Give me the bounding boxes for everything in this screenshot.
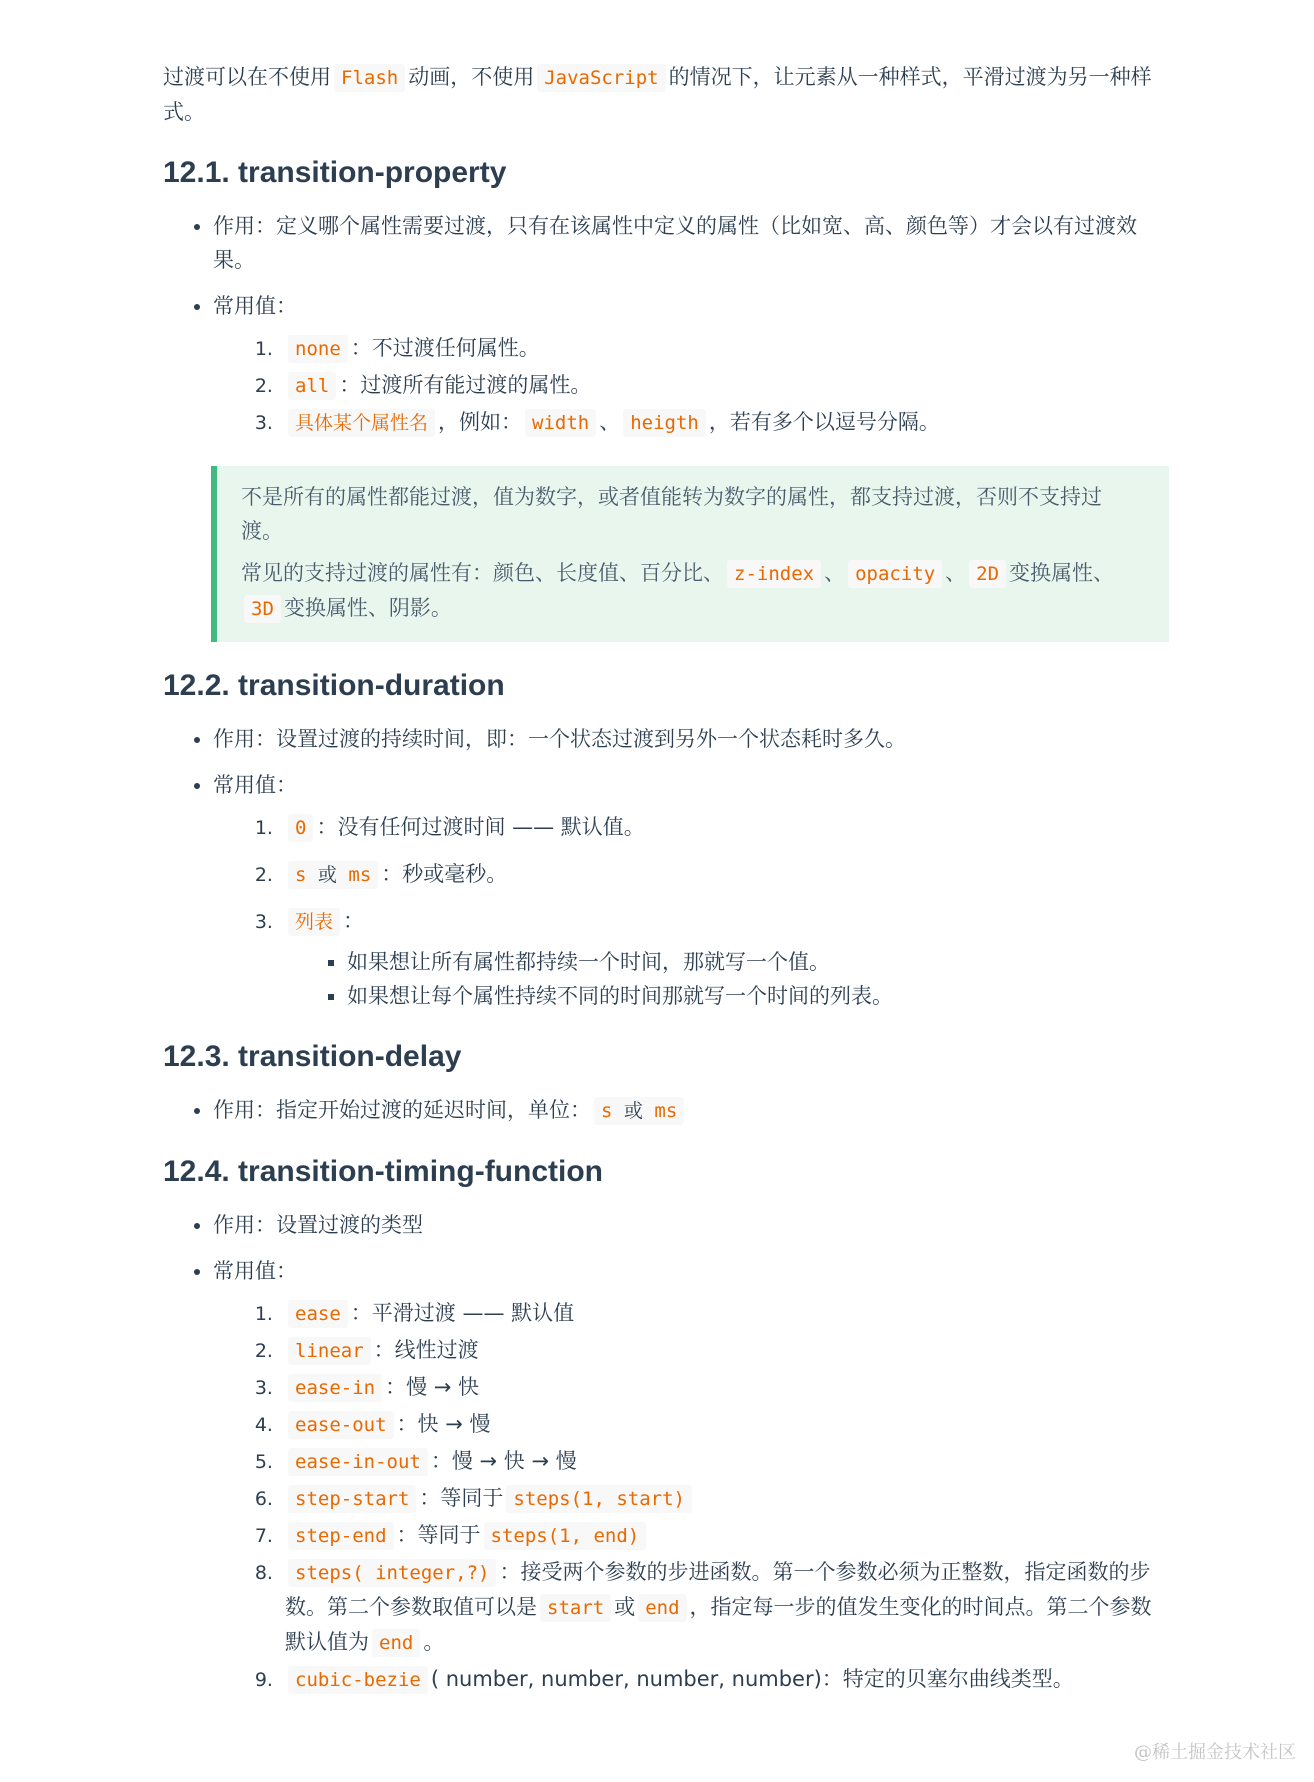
list-item [213, 1254, 1169, 1697]
list-item: • 作用：设置过渡的持续时间，即：一个状态过渡到另外一个状态耗时多久。 [213, 722, 1169, 756]
numbered-list [213, 810, 1169, 1013]
code-ease-in-out: ease-in-out [288, 1448, 428, 1476]
code-s: s [601, 1100, 613, 1122]
article-content [163, 60, 1169, 1697]
list-item [279, 1481, 1169, 1516]
code-z-index: z-index [727, 560, 821, 588]
code-ease-in: ease-in [288, 1374, 382, 1402]
list-item [279, 1555, 1169, 1660]
list-item [279, 1407, 1169, 1442]
code-steps-integer: steps( integer,?) [288, 1559, 496, 1587]
watermark: @稀土掘金技术社区 [1134, 1742, 1296, 1763]
bullet-list [163, 209, 1169, 440]
code-end: end [638, 1594, 686, 1622]
code-3d: 3D [244, 595, 281, 623]
code-property-name: 具体某个属性名 [288, 409, 435, 437]
code-cubic-bezie: cubic-bezie [288, 1666, 428, 1694]
code-step-start: step-start [288, 1485, 416, 1513]
item-text: ：等同于 [396, 1523, 481, 1547]
heading-transition-property: 12.1. transition-property [163, 156, 507, 189]
item-text: ：慢 → 快 → 慢 [430, 1449, 577, 1473]
item-text: ：等同于 [419, 1486, 504, 1510]
tip-text: 、 [824, 561, 846, 585]
code-list: 列表 [288, 908, 340, 936]
intro-paragraph [163, 60, 1169, 129]
item-text: ：接受两个参数的步进函数。第一个参数必须为正整数，指定函数的步数。第二个参数取值可以是 [285, 1560, 1151, 1619]
item-text: ： [343, 909, 365, 933]
list-item [279, 904, 1169, 1013]
code-end: end [372, 1629, 420, 1657]
code-steps-end: steps(1, end) [484, 1522, 647, 1550]
intro-text: 的情况下，让元素从一种样式，平滑过渡为另一种样式。 [163, 65, 1152, 124]
item-text: ：快 → 慢 [396, 1412, 491, 1436]
list-item [213, 1093, 1169, 1128]
code-2d: 2D [969, 560, 1006, 588]
list-item [279, 368, 1169, 403]
intro-text: 动画，不使用 [408, 65, 535, 89]
item-text: ：没有任何过渡时间 —— 默认值。 [316, 815, 645, 839]
code-opacity: opacity [848, 560, 942, 588]
item-text: ：线性过渡 [373, 1338, 479, 1362]
code-s-or-ms [288, 861, 378, 889]
code-steps-start: steps(1, start) [506, 1485, 692, 1513]
list-item [279, 1333, 1169, 1368]
sub-list [285, 945, 1169, 1013]
intro-text: 过渡可以在不使用 [163, 65, 331, 89]
heading-transition-delay: 12.3. transition-delay [163, 1040, 462, 1073]
bullet-list [163, 1093, 1169, 1128]
item-text: 、 [599, 410, 621, 434]
code-width: width [525, 409, 596, 437]
heading-transition-duration: 12.2. transition-duration [163, 669, 505, 702]
code-zero: 0 [288, 814, 313, 842]
item-text: 或 [614, 1595, 636, 1619]
list-item [279, 1444, 1169, 1479]
item-text: ( number, number, number, number)：特定的贝塞尔曲线类型。 [430, 1667, 1074, 1691]
list-item [279, 810, 1169, 845]
list-item [279, 1370, 1169, 1405]
code-s: s [295, 864, 307, 886]
list-item: ▪ 如果想让每个属性持续不同的时间那就写一个时间的列表。 [347, 979, 1169, 1013]
code-ease-out: ease-out [288, 1411, 394, 1439]
code-heigth: heigth [623, 409, 706, 437]
list-item [213, 289, 1169, 440]
list-item [279, 1296, 1169, 1331]
item-text: ：平滑过渡 —— 默认值 [350, 1301, 575, 1325]
code-start: start [540, 1594, 611, 1622]
item-text: ：过渡所有能过渡的属性。 [339, 373, 592, 397]
tip-text: 变换属性、阴影。 [283, 596, 452, 620]
item-text: ：秒或毫秒。 [381, 862, 508, 886]
list-item: • 作用：定义哪个属性需要过渡，只有在该属性中定义的属性（比如宽、高、颜色等）才会以有过渡效果。 [213, 209, 1169, 277]
list-item [279, 1662, 1169, 1697]
list-item [279, 857, 1169, 892]
tip-text: 、 [945, 561, 967, 585]
list-item [279, 1518, 1169, 1553]
tip-text: 变换属性、 [1009, 561, 1115, 585]
code-none: none [288, 335, 348, 363]
code-ms: ms [348, 864, 372, 886]
code-step-end: step-end [288, 1522, 394, 1550]
code-javascript: JavaScript [537, 64, 665, 92]
list-item [213, 768, 1169, 1013]
list-item [279, 405, 1169, 440]
common-values-label: 常用值： [213, 294, 297, 318]
code-all: all [288, 372, 336, 400]
item-text: ：慢 → 快 [385, 1375, 480, 1399]
numbered-list [213, 1296, 1169, 1697]
common-values-label: 常用值： [213, 773, 297, 797]
code-s-or-ms [594, 1097, 684, 1125]
tip-block [211, 466, 1169, 642]
common-values-label: 常用值： [213, 1259, 297, 1283]
list-item [279, 331, 1169, 366]
item-text: ，例如： [438, 410, 523, 434]
bullet-list [163, 722, 1169, 1013]
item-text: 作用：指定开始过渡的延迟时间，单位： [213, 1098, 591, 1122]
tip-paragraph: 不是所有的属性都能过渡，值为数字，或者值能转为数字的属性，都支持过渡，否则不支持过渡。 [241, 485, 1102, 543]
item-text: ，指定每一步的值发生变化的时间点。第二个参数默认值为 [285, 1595, 1152, 1654]
code-flash: Flash [334, 64, 405, 92]
bullet-list [163, 1208, 1169, 1697]
item-text: ：不过渡任何属性。 [350, 336, 540, 360]
heading-transition-timing-function: 12.4. transition-timing-function [163, 1155, 603, 1188]
item-text: ，若有多个以逗号分隔。 [708, 410, 940, 434]
tip-paragraph [241, 556, 1139, 626]
list-item: • 作用：设置过渡的类型 [213, 1208, 1169, 1242]
code-linear: linear [288, 1337, 371, 1365]
numbered-list [213, 331, 1169, 440]
code-or-text: 或 [317, 864, 337, 886]
code-ms: ms [654, 1100, 678, 1122]
code-ease: ease [288, 1300, 348, 1328]
item-text: 。 [423, 1630, 445, 1654]
code-or-text: 或 [623, 1100, 643, 1122]
tip-text: 常见的支持过渡的属性有：颜色、长度值、百分比、 [241, 561, 724, 585]
list-item: ▪ 如果想让所有属性都持续一个时间，那就写一个值。 [347, 945, 1169, 979]
